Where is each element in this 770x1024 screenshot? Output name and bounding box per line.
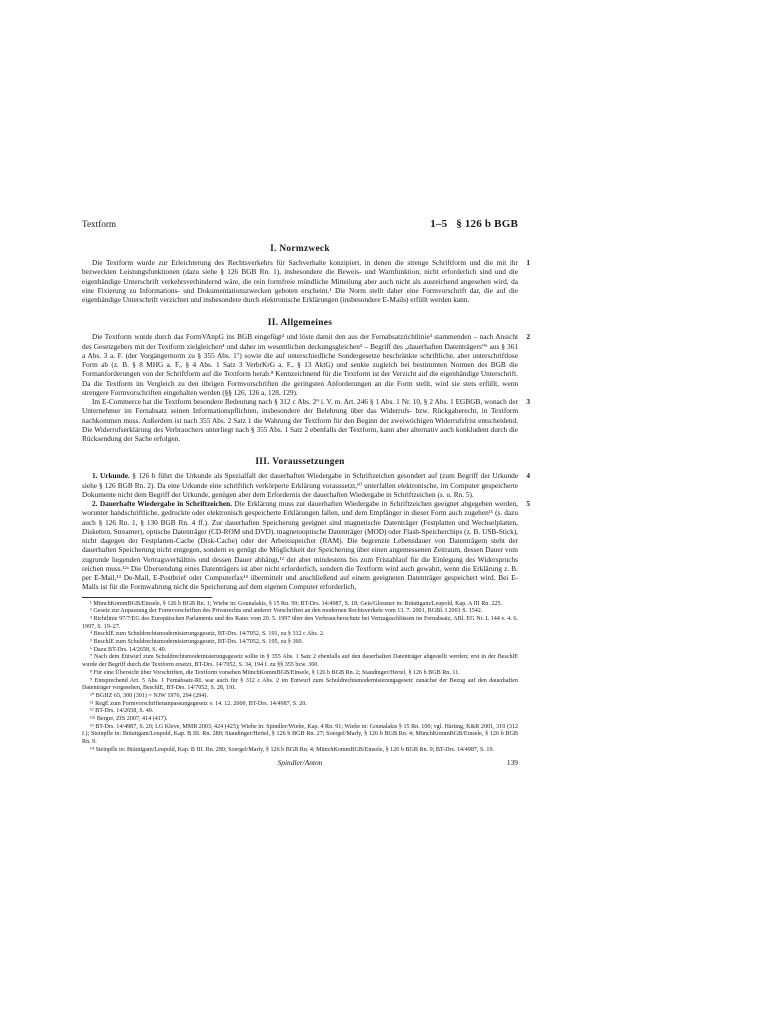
paragraph-text: Die Erklärung muss zur dauerhaften Wiedergabe in Schriftzeichen geeignet abgegeben werden, worunter handschriftliche, gedruckte oder elektronisch gespeicherte Erklärungen fallen, und dem Empfänger in dieser Form auch zugehen¹¹ (s. dazu auch § 126 Rn. 1, § 130 BGB Rn. 4 ff.). Zur dauerhaften Speicherung geeignet sind magnetische Datenträger (Festplatten und Wechselplatten, Disketten, Streamer), optische Datenträger (CD-ROM und DVD), magnetooptische Datenträger (MOD) oder Flash-Speicherchips (z. B. USB-Stick), nicht dagegen der Festplatten-Cache (Disk-Cache) oder der Arbeitsspeicher (RAM). Die begrenzte Lebensdauer von Datenträgern steht der dauerhaften Speicherung nicht entgegen, sondern es genügt die Möglichkeit der Speicherung über einen angemessenen Zeitraum, dessen Dauer vom zugrunde liegenden Vertragsverhältnis und dessen Dauer abhängt,¹² der aber mindestens bis zum Fristablauf für die Einlegung des Widerspruchs reichen muss.¹²ᵃ Die Übersendung eines Datenträgers ist aber nicht erforderlich, sondern die Textform wird auch gewahrt, wenn die Erklärung z. B. per E-Mail,¹³ De-Mail, E-Postbrief oder Computerfax¹⁴ übermittelt und anschließend auf einem geeigneten Datenträger gespeichert wird. Bei E-Mails ist für die Formwahrung nicht die Speicherung auf dem eigenen Computer erforderlich, bbox=[82, 499, 518, 592]
document-page bbox=[82, 218, 530, 767]
footnotes bbox=[82, 601, 518, 755]
footnote: ¹⁰ BGHZ 65, 300 (301) = NJW 1976, 294 (294). bbox=[90, 692, 208, 699]
paragraph-lead: 1. Urkunde. bbox=[92, 471, 130, 481]
margin-number: 5 bbox=[526, 499, 530, 508]
footnote: ⁵ BeschlE zum Schuldrechtsmodernisierungsgesetz, BT-Drs. 14/7052, S. 195, zu § 360. bbox=[90, 639, 304, 646]
paragraph bbox=[82, 471, 530, 499]
paragraph bbox=[82, 499, 530, 592]
footnote: ³ Richtlinie 97/7/EG des Europäischen Parlaments und des Rates vom 20. 5. 1997 über den Verbraucherschutz bei Vertragsschlüssen im Fernabsatz, ABl. EG Nr. L 144 v. 4. 6. 1997, S. 19–27. bbox=[82, 615, 518, 630]
paragraph-lead: 2. Dauerhafte Wiedergabe in Schriftzeichen. bbox=[92, 499, 233, 508]
footnote: ⁸ Für eine Übersicht über Vorschriften, die Textform vorsehen MünchKommBGB/Einsele, § 126 b BGB Rn. 2; Staudinger/Hertel, § 126 b BGB Rn. 11. bbox=[90, 669, 460, 676]
running-header bbox=[82, 218, 518, 234]
footnote: ⁹ Entsprechend Art. 5 Abs. 1 Fernabsatz-RL war auch für § 312 c Abs. 2 im Entwurf zum Schuldrechtsmodernisierungsgesetz zunächst der Bezug auf den dauerhaften Datenträger vorgesehen, BeschlE, BT-Drs. 14/7052, S. 28, 191. bbox=[82, 677, 518, 692]
footnote: ¹⁴ Steinpfle in: Bräutigam/Leupold, Kap. B III. Rn. 280; Soergel/Marly, § 126 b BGB Rn. 4; MünchKommBGB/Einsele, § 126 b BGB Rn. 9; BT-Drs. 14/4987, S. 19. bbox=[90, 746, 495, 753]
footnote-divider bbox=[82, 597, 212, 598]
margin-number: 3 bbox=[526, 397, 530, 406]
paragraph bbox=[82, 397, 530, 443]
footnote: ¹² BT-Drs. 14/2658, S. 40. bbox=[90, 708, 154, 715]
footnote: ¹ MünchKommBGB/Einsele, § 126 b BGB Rn. 1; Wiebe in: Gounalakis, § 15 Rn. 99; BT-Drs. 14/4987, S. 18; Geis/Glossner in: Bräutigam/Leupold, Kap. A III Rn. 225. bbox=[90, 600, 503, 607]
footnote: ¹¹ RegE zum Formvorschriftenanpassungsgesetz v. 14. 12. 2000, BT-Drs. 14/4987, S. 20. bbox=[90, 700, 307, 707]
paragraph-text: Die Textform wurde zur Erleichterung des Rechtsverkehrs für Sachverhalte konzipiert, in denen die strenge Schriftform und die mit ihr bezweckten Leistungsfunktionen (dazu siehe § 126 BGB Rn. 1), insbesondere die Beweis- und Warnfunktion, nicht erforderlich sind und die eigenhändige Unterschrift verkehrsverhindernd wäre, die rein formfreie mündliche Mitteilung aber auch nicht als ausreichend angesehen wird, da eine Fixierung zu Informations- und Dokumentationszwecken geboten erscheint.¹ Die Norm stellt daher eine Formvorschrift dar, die auf die eigenhändige Unterschrift verzichtet und insbesondere durch elektronische Erklärungen (insbesondere E-Mails) erfüllt werden kann. bbox=[82, 258, 518, 304]
footer-author: Spindler/Anton bbox=[277, 757, 323, 767]
paragraph-text: Im E-Commerce hat die Textform besondere Bedeutung nach § 312 c Abs. 2⁹ i. V. m. Art. 246 § 1 Abs. 1 Nr. 10, § 2 Abs. 1 EGBGB, wonach der Unternehmer im Fernabsatz seinen Informationspflichten, insbesondere der Belehrung über das Widerrufs- bzw. Rückgaberecht, in Textform nachkommen muss. Außerdem ist nach 355 Abs. 2 Satz 1 die Wahrung der Textform für den Beginn der zweiwöchigen Widerrufsfrist entscheidend. Die Widerrufserklärung des Verbrauchers unterliegt nach § 355 Abs. 1 Satz 2 ebenfalls der Textform, kann aber alternativ auch konkludent durch die Rücksendung der Sache erfolgen. bbox=[82, 397, 518, 443]
paragraph-text: Die Textform wurde durch das FormVAnpG ins BGB eingefügt² und löste damit den aus der Fernabsatzrichtlinie³ stammenden – nach Ansicht des Gesetzgebers mit der Textform zielgleichen⁴ und daher im wesentlichen deckungsgleichen⁵ – Begriff des „dauerhaften Datenträgers“⁶ aus § 361 a Abs. 3 a. F. (der Vorgängernorm zu § 355 Abs. 1⁷) sowie die auf unterschiedliche Sondergesetze beschränkte schriftliche, aber unterschriftlose Form ab (z. B. § 8 MHG a. F., § 4 Abs. 1 Satz 3 VerbrKrG a. F., § 13 AktG) und senkte zugleich bei bestimmten Normen des BGB die Formanforderungen von der Schriftform auf die Textform herab.⁸ Kennzeichnend für die Textform ist der Verzicht auf die eigenhändige Unterschrift. Da die Textform im Vergleich zu den übrigen Formvorschriften die geringsten Anforderungen an die Form stellt, wird sie stets erfüllt, wenn strengere Formvorschriften eingehalten werden (§§ 126, 126 a, 128, 129). bbox=[82, 332, 518, 397]
margin-number: 4 bbox=[526, 471, 530, 481]
margin-number: 2 bbox=[526, 332, 530, 342]
footnote: ⁴ BeschlE zum Schuldrechtsmodernisierungsgesetz, BT-Drs. 14/7052, S. 191, zu § 312 c Abs. 2. bbox=[90, 631, 325, 638]
page-footer bbox=[82, 758, 518, 767]
margin-number: 1 bbox=[526, 258, 530, 267]
header-left-title: Textform bbox=[82, 219, 117, 229]
paragraph-text: § 126 b führt die Urkunde als Spezialfall der dauerhaften Wiedergabe in Schriftzeichen gesondert auf (zum Begriff der Urkunde siehe § 126 BGB Rn. 2). Da eine Urkunde eine schriftlich verkörperte Erklärung voraussetzt,¹⁰ unterfallen elektronische, im Computer gespeicherte Dokumente nicht dem Begriff der Urkunde, genügen aber dem Erfordernis der dauerhaften Wiedergabe in Schriftzeichen (s. u. Rn. 5). bbox=[82, 471, 519, 499]
paragraph bbox=[82, 332, 530, 397]
footnote: ² Gesetz zur Anpassung der Formvorschriften des Privatrechts und anderer Vorschriften an den modernen Rechtsverkehr vom 13. 7. 2001, BGBl. I 2001 S. 1542. bbox=[90, 608, 483, 615]
section-heading: III. Voraussetzungen bbox=[255, 457, 345, 468]
section-heading: II. Allgemeines bbox=[267, 318, 333, 329]
header-section-ref: 1–5 § 126 b BGB bbox=[430, 218, 518, 230]
section-heading: I. Normzweck bbox=[270, 244, 330, 254]
footnote: ¹²ᵃ Berger, ZfS 2007, 414 (417). bbox=[90, 716, 168, 723]
page-number: 139 bbox=[506, 757, 518, 767]
footnote: ⁶ Dazu BT-Drs. 14/2658, S. 40. bbox=[90, 646, 167, 653]
paragraph bbox=[82, 258, 530, 304]
footnote: ¹³ BT-Drs. 14/4987, S. 20; LG Kleve, MMR 2003, 424 (425); Wiebe in: Spindler/Wiebe, Kap. 4 Rn. 91; Wiebe in: Gounalakis § 15 Rn. 100; vgl. Härting, K&R 2001, 310 (312 f.); Steinpfle in: Bräutigam/Leupold, Kap. B III. Rn. 280; Staudinger/Hertel, § 126 b BGB Rn. 27; Soergel/Marly, § 126 b BGB Rn. 4; MünchKommBGB/Einsele, § 126 b BGB Rn. 9. bbox=[82, 723, 518, 746]
footnote: ⁷ Nach dem Entwurf zum Schuldrechtsmodernisierungsgesetz sollte in § 355 Abs. 1 Satz 2 ebenfalls auf den dauerhaften Datenträger abgestellt werden; erst in der BeschlE wurde der Begriff durch die Textform ersetzt, BT-Drs. 14/7052, S. 34, 194 f. zu §§ 355 bzw. 360. bbox=[82, 654, 518, 669]
